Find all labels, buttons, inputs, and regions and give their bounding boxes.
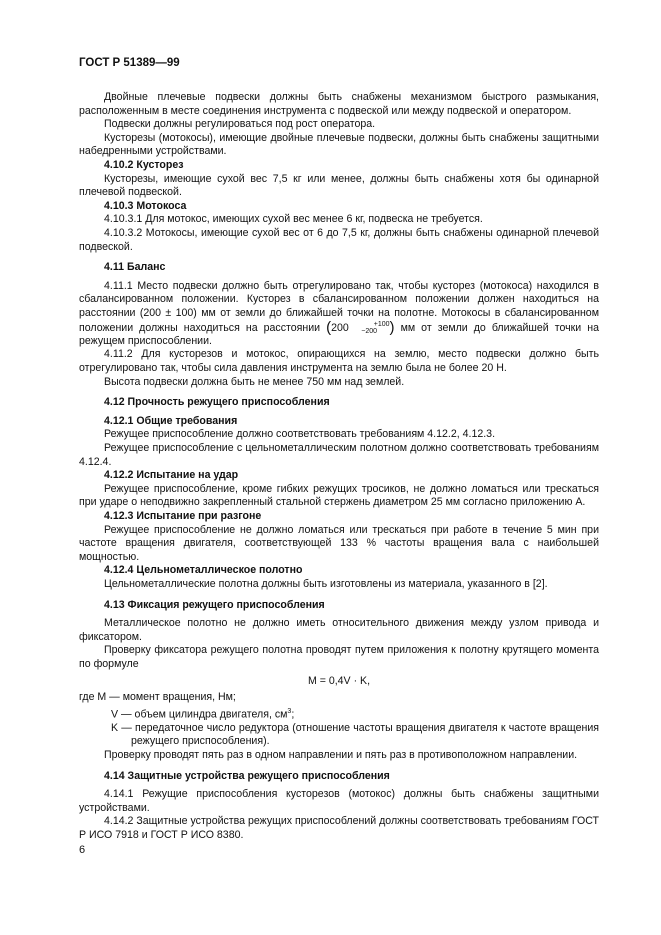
paragraph: Режущее приспособление, кроме гибких режущих тросиков, не должно ломаться или трескаться при ударе о неподвижно закрепленный стальной стержень диаметром 25 мм согласно приложению А. bbox=[79, 482, 599, 509]
paragraph: Металлическое полотно не должно иметь относительного движения между узлом привода и фиксатором. bbox=[79, 617, 599, 643]
section-heading-4-10-3: 4.10.3 Мотокоса bbox=[104, 199, 187, 212]
paragraph: Кусторезы, имеющие сухой вес 7,5 кг или менее, должны быть снабжены хотя бы одинарной плечевой подвеской. bbox=[79, 172, 599, 199]
section-heading-4-11: 4.11 Баланс bbox=[104, 261, 166, 274]
legend-text: V — объем цилиндра двигателя, см bbox=[111, 708, 288, 721]
section-heading-4-13: 4.13 Фиксация режущего приспособления bbox=[104, 598, 325, 611]
paragraph: Двойные плечевые подвески должны быть снабжены механизмом быстрого размыкания, расположенным в месте соединения инструмента с подвеской или между подвеской и оператором. bbox=[79, 91, 599, 117]
section-heading-4-12: 4.12 Прочность режущего приспособления bbox=[104, 396, 330, 409]
section-heading-4-12-2: 4.12.2 Испытание на удар bbox=[104, 469, 239, 482]
document-body bbox=[79, 91, 599, 843]
formula-legend-k: K — передаточное число редуктора (отношение частоты вращения двигателя к частоте вращения режущего приспособления). bbox=[111, 721, 599, 748]
tolerance-fraction bbox=[349, 321, 390, 335]
paragraph-text: 4.11.1 Место подвески должно быть отрегулировано так, чтобы кусторез (мотокоса) находился в сбалансированном положении. Кусторез в сбалансированном положении должен находиться на расстоянии (200 ± 100) мм от земли до ближайшей точки на полотне. Мотокосы в сбалансированном положении должны находиться на расстоянии bbox=[79, 279, 599, 334]
formula: M = 0,4V · K, bbox=[307, 674, 371, 687]
formula-legend-m: где M — момент вращения, Нм; bbox=[79, 691, 236, 704]
section-heading-4-10-2: 4.10.2 Кусторез bbox=[104, 158, 184, 171]
paragraph: Режущее приспособление с цельнометаллическим полотном должно соответствовать требованиям 4.12.4. bbox=[79, 442, 599, 468]
paragraph: Режущее приспособление должно соответствовать требованиям 4.12.2, 4.12.3. bbox=[104, 428, 496, 441]
paragraph: Проверку фиксатора режущего полотна проводят путем приложения к полотну крутящего момента по формуле bbox=[79, 644, 599, 670]
tolerance-base: 200 bbox=[331, 321, 349, 334]
paragraph: Кусторезы (мотокосы), имеющие двойные плечевые подвески, должны быть снабжены защитными набедренными устройствами. bbox=[79, 131, 599, 158]
tolerance-lower: −200 bbox=[361, 327, 378, 335]
tolerance-upper: +100 bbox=[373, 320, 390, 328]
section-heading-4-14: 4.14 Защитные устройства режущего приспособления bbox=[104, 769, 390, 782]
formula-legend-v bbox=[79, 705, 599, 722]
paragraph-text: мм от земли до ближайшей точки на режущем приспособлении. bbox=[79, 321, 599, 347]
document-header: ГОСТ Р 51389—99 bbox=[79, 57, 180, 69]
paragraph: Подвески должны регулироваться под рост оператора. bbox=[104, 118, 376, 131]
paragraph: 4.14.1 Режущие приспособления кусторезов (мотокос) должны быть снабжены защитными устройствами. bbox=[79, 788, 599, 814]
section-heading-4-12-4: 4.12.4 Цельнометаллическое полотно bbox=[104, 564, 303, 577]
page-number: 6 bbox=[79, 844, 86, 856]
superscript: 3 bbox=[287, 707, 292, 715]
paragraph: 4.10.3.2 Мотокосы, имеющие сухой вес от 6 до 7,5 кг, должны быть снабжены одинарной плечевой подвеской. bbox=[79, 226, 599, 253]
section-heading-4-12-1: 4.12.1 Общие требования bbox=[104, 414, 238, 427]
paragraph: Цельнометаллические полотна должны быть изготовлены из материала, указанного в [2]. bbox=[104, 577, 548, 590]
paragraph: Проверку проводят пять раз в одном направлении и пять раз в противоположном направлении. bbox=[104, 749, 578, 762]
paragraph: 4.11.2 Для кусторезов и мотокос, опирающихся на землю, место подвески должно быть отрегулировано так, чтобы сила давления инструмента на землю была не более 20 Н. bbox=[79, 348, 599, 375]
legend-text-end: ; bbox=[291, 708, 295, 721]
paragraph: Высота подвески должна быть не менее 750 мм над землей. bbox=[104, 375, 405, 388]
paragraph: 4.14.2 Защитные устройства режущих приспособлений должны соответствовать требованиям ГОСТ Р ИСО 7918 и ГОСТ Р ИСО 8380. bbox=[79, 815, 600, 842]
paragraph: 4.10.3.1 Для мотокос, имеющих сухой вес менее 6 кг, подвеска не требуется. bbox=[104, 213, 483, 226]
section-heading-4-12-3: 4.12.3 Испытание при разгоне bbox=[104, 510, 262, 523]
paragraph-4-11-1: 4.11.1 Место подвески должно быть отрегулировано так, чтобы кусторез (мотокоса) находился в сбалансированном положении. Кусторез в сбалансированном положении должен находиться на расстоянии (200 ± 100) мм от земли до ближайшей точки на полотне. Мотокосы в сбалансированном положении должны находиться на расстоянии (200 +100 −200 ) мм от земли до ближайшей точки на режущем приспособлении. bbox=[79, 279, 599, 347]
paragraph: Режущее приспособление не должно ломаться или трескаться при работе в течение 5 мин при частоте вращения двигателя, соответствующей 133 % частоты вращения вала с наибольшей мощностью. bbox=[79, 523, 599, 563]
